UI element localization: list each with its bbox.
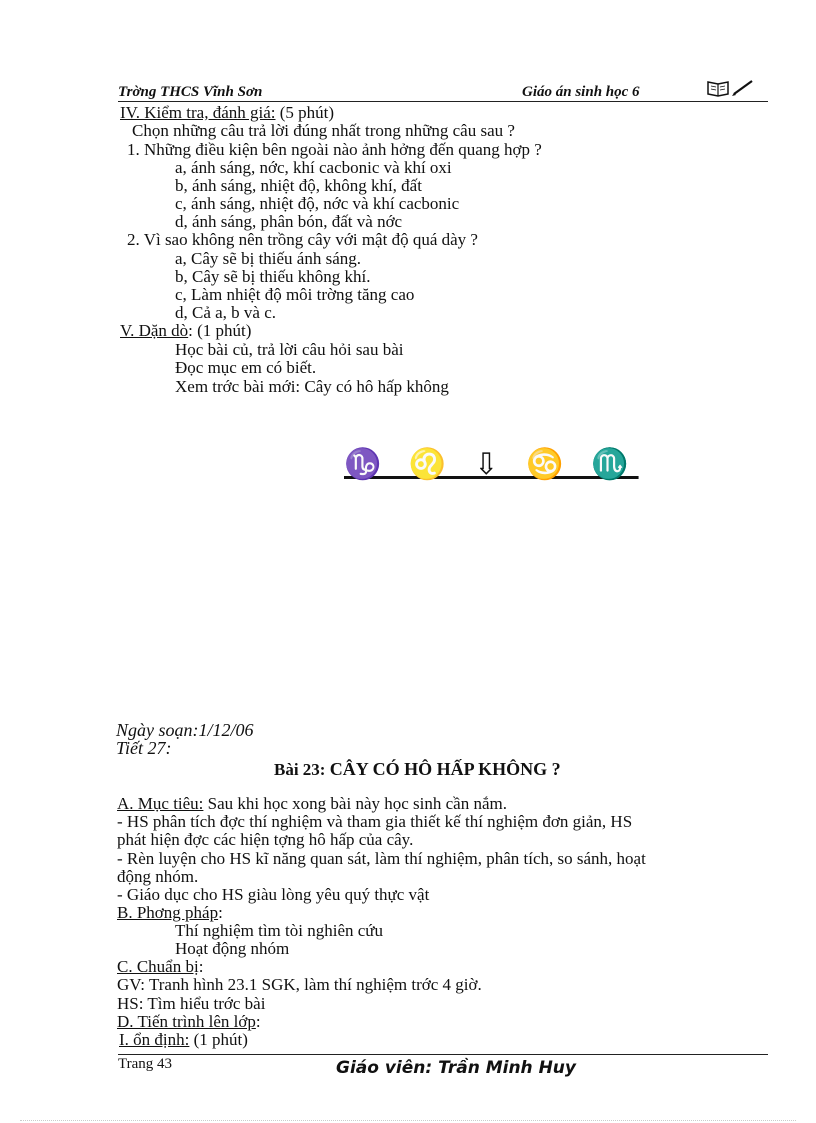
methods-colon: : [218, 903, 223, 922]
objectives-line [117, 795, 507, 813]
objectives-intro: Sau khi học xong bài này học sinh cần nắm. [203, 794, 507, 813]
method-item-2: Hoạt động nhóm [175, 939, 290, 958]
methods-heading: B. Phơng pháp [117, 903, 219, 922]
q2-option-d: d, Cả a, b và c. [175, 303, 277, 322]
q1-option-a: a, ánh sáng, nớc, khí cacbonic và khí oxi [175, 158, 452, 177]
lesson-number: Bài 23: [274, 760, 326, 779]
footer-teacher: Giáo viên: Trần Minh Huy [336, 1058, 576, 1078]
footer-rule [118, 1054, 768, 1055]
review-instruction: Chọn những câu trả lời đúng nhất trong những câu sau ? [132, 121, 515, 140]
stabilize-duration: (1 phút) [189, 1030, 248, 1049]
q2-option-a: a, Cây sẽ bị thiếu ánh sáng. [175, 249, 362, 268]
objective-line-2: phát hiện đợc các hiện tợng hô hấp của cây. [117, 830, 414, 849]
stabilize-heading: I. ổn định: [119, 1030, 190, 1049]
q2-option-c: c, Làm nhiệt độ môi trờng tăng cao [175, 285, 415, 304]
procedure-line [117, 1013, 261, 1031]
procedure-heading: D. Tiến trình lên lớp [117, 1012, 256, 1031]
q1-question: 1. Những điều kiện bên ngoài nào ảnh hởng đến quang hợp ? [127, 140, 542, 159]
q2-question: 2. Vì sao không nên trồng cây với mật độ quá dày ? [127, 230, 478, 249]
review-heading: IV. Kiểm tra, đánh giá: [120, 103, 276, 122]
page-bottom-dotted-line [20, 1120, 796, 1121]
book-pen-icon [706, 78, 758, 103]
homework-heading-line [120, 322, 251, 340]
objective-line-1: - HS phân tích đợc thí nghiệm và tham gia thiết kế thí nghiệm đơn giản, HS [117, 812, 633, 831]
zodiac-ornament: ♑ ♌ ⇩ ♋ ♏ [344, 448, 639, 481]
homework-item-3: Xem trớc bài mới: Cây có hô hấp không [175, 377, 449, 396]
q2-option-b: b, Cây sẽ bị thiếu không khí. [175, 267, 371, 286]
homework-duration: : (1 phút) [188, 321, 252, 340]
footer-page: Trang 43 [118, 1056, 173, 1072]
lesson-date: Ngày soạn:1/12/06 [116, 720, 254, 740]
procedure-colon: : [255, 1012, 261, 1031]
preparation-heading: C. Chuẩn bị [117, 957, 199, 976]
review-heading-line [120, 104, 334, 122]
objective-line-3: - Rèn luyện cho HS kĩ năng quan sát, làm thí nghiệm, phân tích, so sánh, hoạt [117, 849, 646, 868]
methods-line [117, 904, 223, 922]
header-school: Trờng THCS Vĩnh Sơn [118, 84, 263, 100]
homework-item-2: Đọc mục em có biết. [175, 358, 317, 377]
review-duration: (5 phút) [275, 103, 335, 122]
homework-heading: V. Dặn dò [120, 321, 189, 340]
lesson-title: CÂY CÓ HÔ HẤP KHÔNG ? [329, 759, 561, 779]
preparation-line [117, 958, 203, 976]
header-rule [118, 101, 768, 102]
preparation-item-1: GV: Tranh hình 23.1 SGK, làm thí nghiệm trớc 4 giờ. [117, 975, 482, 994]
lesson-title-line [274, 759, 561, 780]
lesson-period: Tiết 27: [116, 738, 172, 758]
q1-option-c: c, ánh sáng, nhiệt độ, nớc và khí cacbonic [175, 194, 460, 213]
objective-line-5: - Giáo dục cho HS giàu lòng yêu quý thực vật [117, 885, 430, 904]
objectives-heading: A. Mục tiêu: [117, 794, 204, 813]
homework-item-1: Học bài củ, trả lời câu hỏi sau bài [175, 340, 404, 359]
q1-option-d: d, ánh sáng, phân bón, đất và nớc [175, 212, 403, 231]
stabilize-line [119, 1031, 248, 1049]
method-item-1: Thí nghiệm tìm tòi nghiên cứu [175, 921, 383, 940]
preparation-item-2: HS: Tìm hiểu trớc bài [117, 994, 266, 1013]
q1-option-b: b, ánh sáng, nhiệt độ, không khí, đất [175, 176, 422, 195]
preparation-colon: : [198, 957, 204, 976]
objective-line-4: động nhóm. [117, 867, 199, 886]
header-subject: Giáo án sinh học 6 [522, 84, 640, 100]
